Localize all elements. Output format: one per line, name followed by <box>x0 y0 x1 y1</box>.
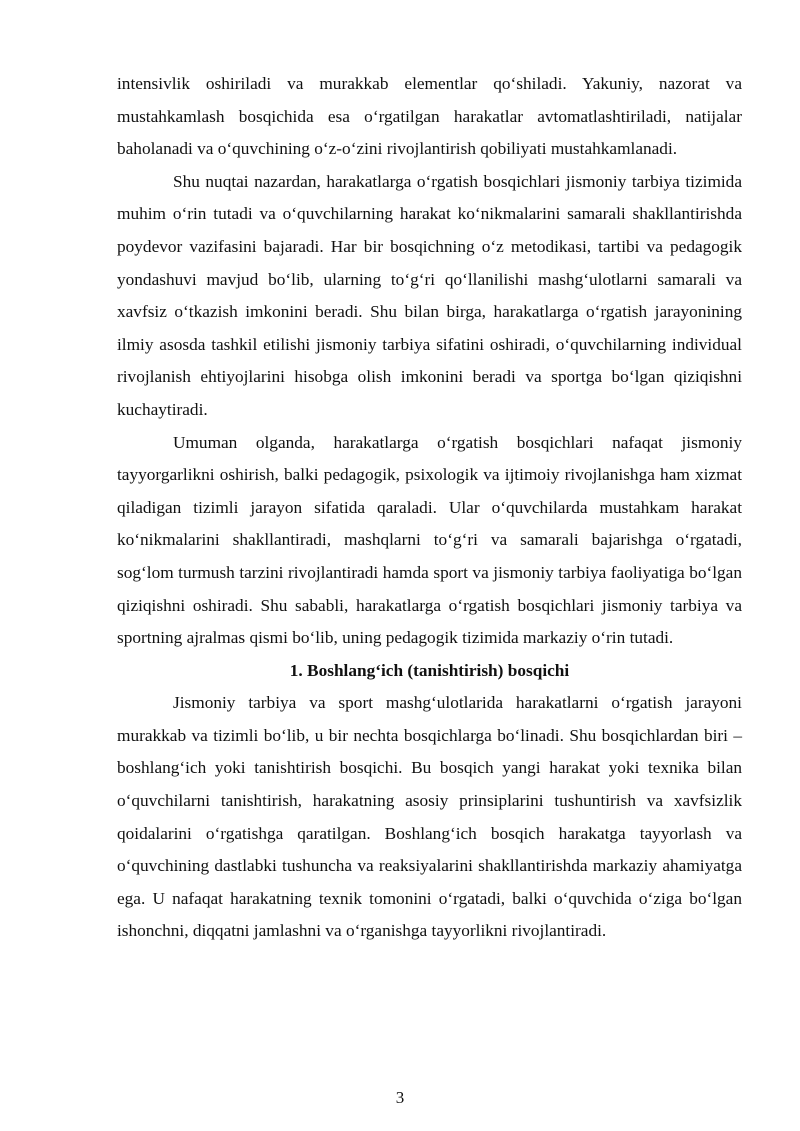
section-heading: 1. Boshlang‘ich (tanishtirish) bosqichi <box>289 660 570 680</box>
document-page <box>117 68 742 948</box>
page-number: 3 <box>395 1088 405 1107</box>
paragraph-1: intensivlik oshiriladi va murakkab elementlar qo‘shiladi. Yakuniy, nazorat va mustahkamlash bosqichida esa o‘rgatilgan harakatlar avtomatlashtiriladi, natijalar baholanadi va o‘quvchining o‘z-o‘zini rivojlantirish qobiliyati mustahkamlanadi. <box>117 74 742 159</box>
paragraph-2: Shu nuqtai nazardan, harakatlarga o‘rgatish bosqichlari jismoniy tarbiya tizimida muhim o‘rin tutadi va o‘quvchilarning harakat ko‘nikmalarini samarali shakllantirishda poydevor vazifasini bajaradi. Har bir bosqichning o‘z metodikasi, tartibi va pedagogik yondashuvi mavjud bo‘lib, ularning to‘g‘ri qo‘llanilishi mashg‘ulotlarni samarali va xavfsiz o‘tkazish imkonini beradi. Shu bilan birga, harakatlarga o‘rgatish jarayonining ilmiy asosda tashkil etilishi jismoniy tarbiya sifatini oshiradi, o‘quvchilarning individual rivojlanish ehtiyojlarini hisobga olish imkonini beradi va sportga bo‘lgan qiziqishni kuchaytiradi. <box>117 171 742 419</box>
paragraph-4: Jismoniy tarbiya va sport mashg‘ulotlarida harakatlarni o‘rgatish jarayoni murakkab va tizimli bo‘lib, u bir nechta bosqichlarga bo‘linadi. Shu bosqichlardan biri – boshlang‘ich yoki tanishtirish bosqichi. Bu bosqich yangi harakat yoki texnika bilan o‘quvchilarni tanishtirish, harakatning asosiy prinsiplarini tushuntirish va xavfsizlik qoidalarini o‘rgatishga qaratilgan. Boshlang‘ich bosqich harakatga tayyorlash va o‘quvchining dastlabki tushuncha va reaksiyalarini shakllantirishda markaziy ahamiyatga ega. U nafaqat harakatning texnik tomonini o‘rgatadi, balki o‘quvchida o‘ziga bo‘lgan ishonchni, diqqatni jamlashni va o‘rganishga tayyorlikni rivojlantiradi. <box>117 693 742 941</box>
paragraph-3: Umuman olganda, harakatlarga o‘rgatish bosqichlari nafaqat jismoniy tayyorgarlikni oshirish, balki pedagogik, psixologik va ijtimoiy rivojlanishga ham xizmat qiladigan tizimli jarayon sifatida qaraladi. Ular o‘quvchilarda mustahkam harakat ko‘nikmalarini shakllantiradi, mashqlarni to‘g‘ri va samarali bajarishga o‘rgatadi, sog‘lom turmush tarzini rivojlantiradi hamda sport va jismoniy tarbiya faoliyatiga bo‘lgan qiziqishni oshiradi. Shu sababli, harakatlarga o‘rgatish bosqichlari jismoniy tarbiya va sportning ajralmas qismi bo‘lib, uning pedagogik tizimida markaziy o‘rin tutadi. <box>117 432 742 648</box>
